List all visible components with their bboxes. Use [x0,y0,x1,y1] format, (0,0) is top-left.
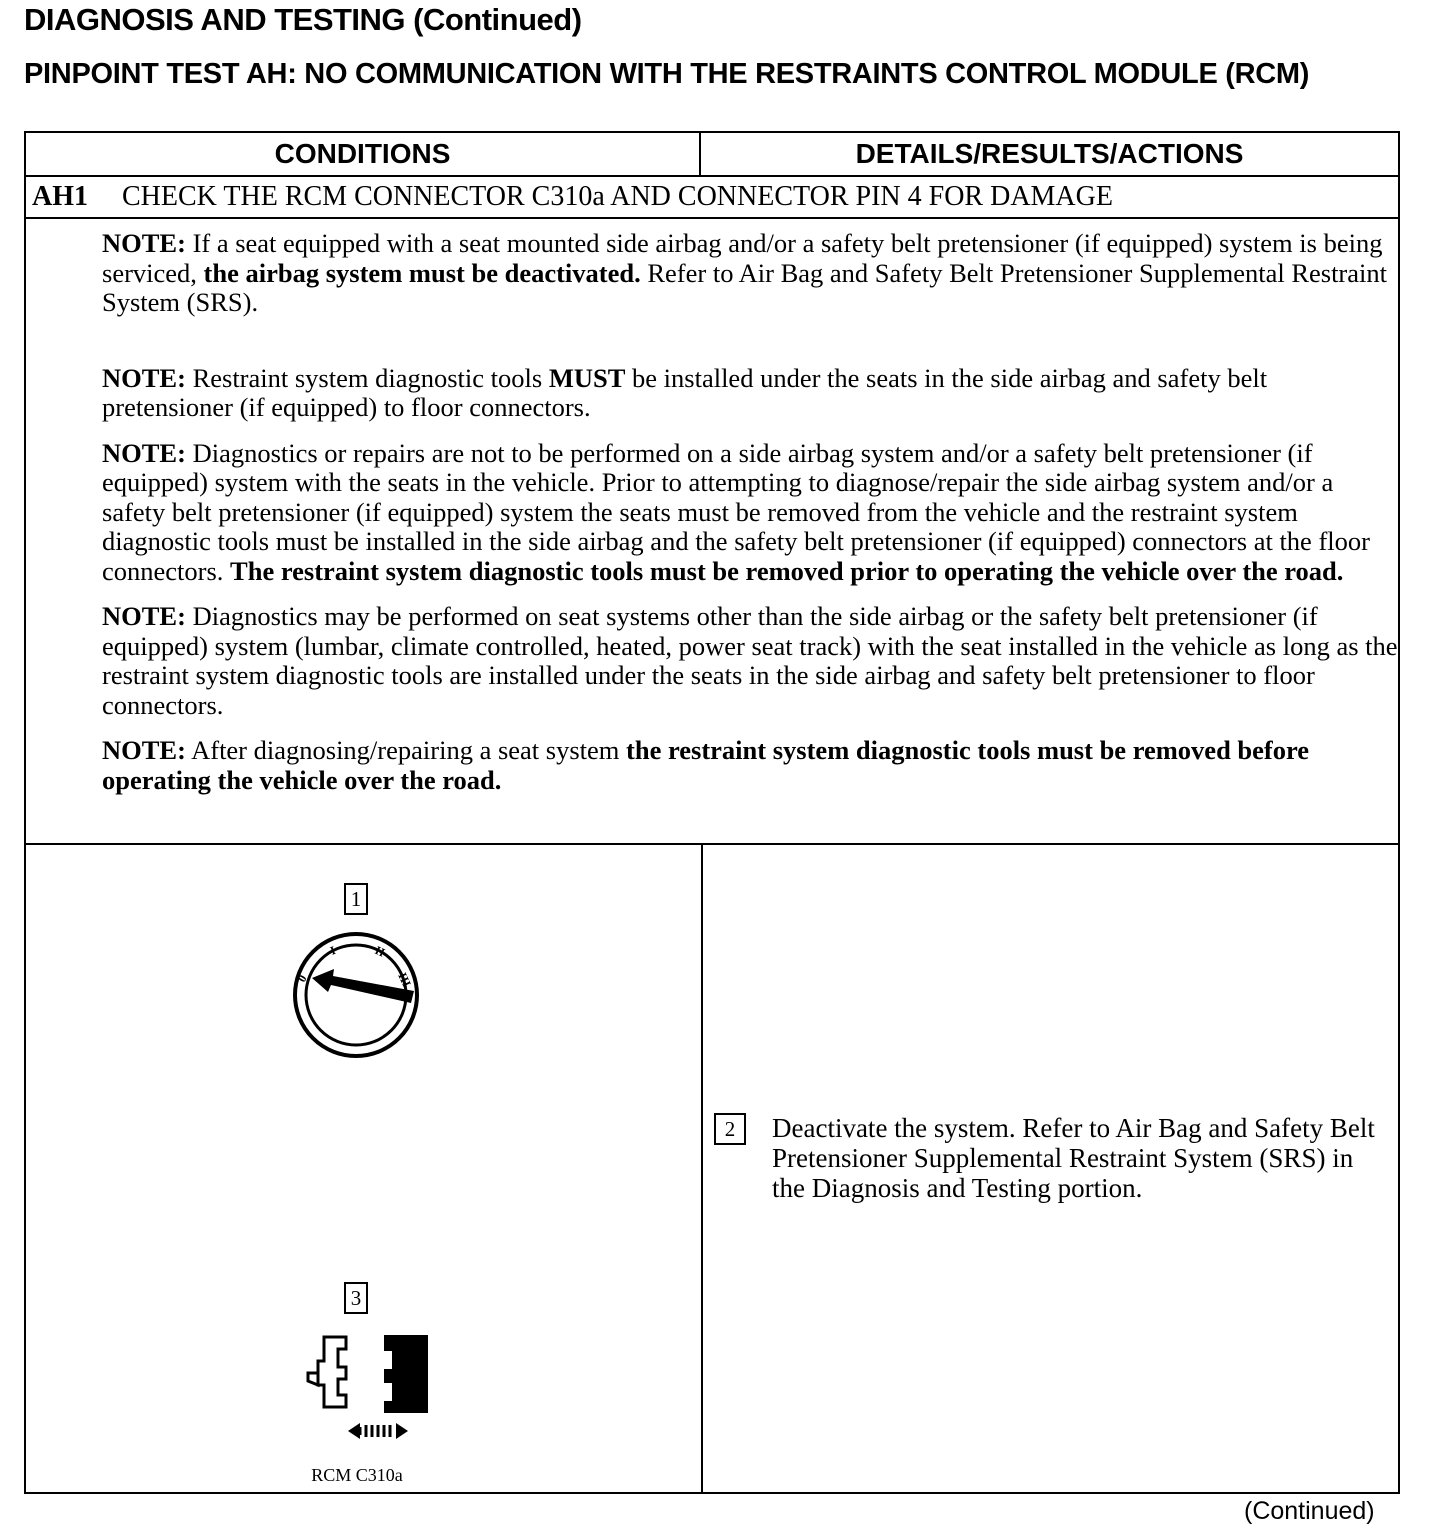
note-emphasis: the airbag system must be deactivated. [203,257,641,288]
step-id: AH1 [32,181,88,212]
note-item [102,229,1398,318]
ignition-position-run: II [372,943,388,960]
action-text: Deactivate the system. Refer to Air Bag and Safety Belt Pretensioner Supplemental Restraint System (SRS) in the Diagnosis and Testing portion. [772,1113,1375,1203]
step-title: CHECK THE RCM CONNECTOR C310a AND CONNECTOR PIN 4 FOR DAMAGE [122,181,1113,212]
page-title: DIAGNOSIS AND TESTING (Continued) [24,2,582,37]
note-emphasis: The restraint system diagnostic tools must be removed prior to operating the vehicle over the road. [230,555,1344,586]
note-item [102,602,1398,720]
note-label: NOTE: [102,601,186,631]
slide-direction-arrow-icon [348,1423,408,1439]
note-text: Diagnostics may be performed on seat systems other than the side airbag or the safety belt pretensioner (if equipped) system (lumbar, climate controlled, heated, power seat track) with the seat installed in the vehicle as long as the restraint system diagnostic tools are installed under the seats in the side airbag and safety belt pretensioner to floor connectors. [102,601,1398,720]
note-text: If a seat equipped with a seat mounted side airbag and/or a safety belt pretensioner (if equipped) system is being serviced, [102,228,1383,288]
note-item [102,736,1398,795]
ignition-switch-figure [290,925,430,1065]
note-text: be installed under the seats in the side airbag and safety belt pretensioner (if equipped) to floor connectors. [102,362,1268,422]
connector-latch-icon [308,1373,318,1385]
callout-3: 3 [344,1282,368,1314]
note-text: Diagnostics or repairs are not to be performed on a side airbag system and/or a safety belt pretensioner (if equipped) system with the seats in the vehicle. Prior to attempting to diagnose/repair the side airbag system and/or a safety belt pretensioner (if equipped) system the seats must be removed from the vehicle and the restraint system diagnostic tools must be installed in the side airbag and the safety belt pretensioner (if equipped) connectors at the floor connectors. [102,437,1370,586]
note-text: After diagnosing/repairing a seat system [185,735,627,765]
ignition-position-start: III [395,970,414,989]
note-label: NOTE: [102,735,186,765]
note-label: NOTE: [102,437,186,468]
continued-label: (Continued) [1244,1497,1375,1525]
step-row [26,177,1398,219]
step-detail-row [26,843,1398,1494]
callout-1: 1 [344,883,368,915]
connector-half-open-icon [318,1337,346,1407]
note-emphasis: the restraint system diagnostic tools must be removed before operating the vehicle over the road. [102,735,1310,795]
figure-caption: RCM C310a [311,1465,403,1485]
note-item [102,364,1398,423]
note-item [102,439,1398,587]
ignition-position-off: 0 [294,972,310,985]
pinpoint-test-title: PINPOINT TEST AH: NO COMMUNICATION WITH THE RESTRAINTS CONTROL MODULE (RCM) [24,58,1310,90]
ignition-position-acc: I [328,943,338,958]
pinpoint-test-table [24,131,1400,1494]
note-label: NOTE: [102,228,186,258]
note-text: Refer to Air Bag and Safety Belt Pretensioner Supplemental Restraint System (SRS). [102,257,1387,317]
note-emphasis: MUST [548,362,626,393]
note-text: Restraint system diagnostic tools [185,362,549,393]
callout-2: 2 [714,1113,746,1145]
details-header: DETAILS/RESULTS/ACTIONS [701,133,1398,177]
notes-block [102,229,1398,795]
connector-half-solid-icon [384,1335,428,1413]
note-label: NOTE: [102,362,186,393]
conditions-header: CONDITIONS [26,133,701,177]
rcm-connector-figure [288,1319,448,1459]
illustration-cell [26,845,703,1494]
